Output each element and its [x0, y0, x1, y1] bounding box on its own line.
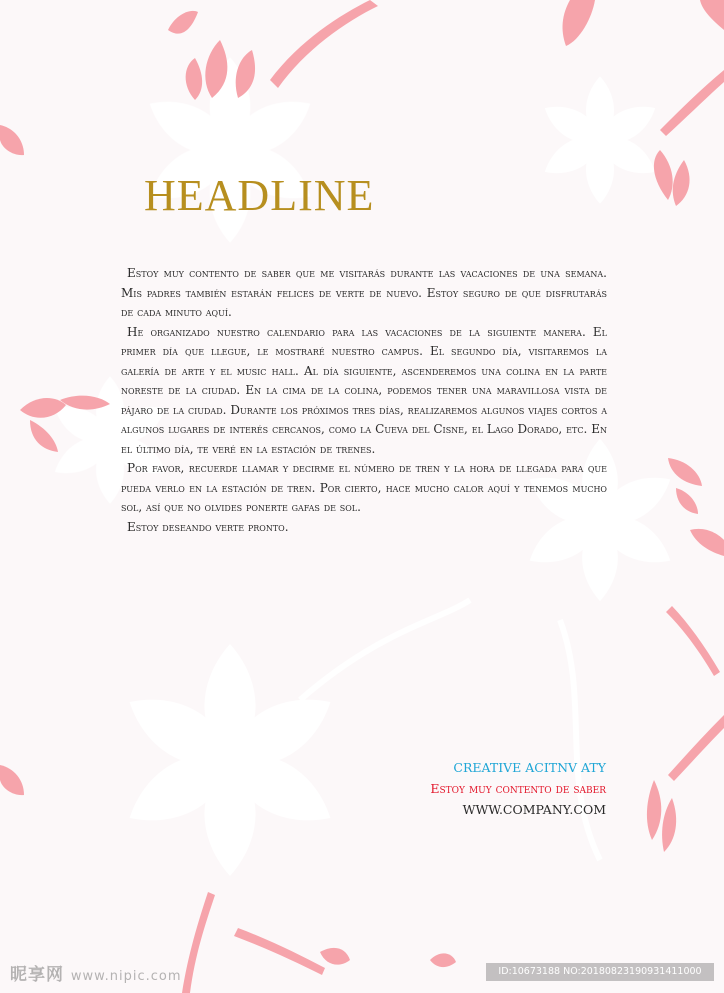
paragraph: Estoy deseando verte pronto. — [127, 519, 289, 534]
white-flower-decoration — [117, 644, 343, 876]
watermark-id-bar: ID:10673188 NO:20180823190931411000 — [486, 963, 714, 981]
white-flower-decoration — [538, 76, 663, 204]
footer-website: WWW.COMPANY.COM — [462, 802, 606, 817]
page-title: HEADLINE — [144, 171, 375, 220]
footer-tagline: CREATIVE ACITNV ATY — [453, 760, 606, 775]
letter-body — [121, 264, 607, 537]
watermark-url: www.nipic.com — [70, 969, 182, 984]
footer-subtitle: Estoy muy contento de saber — [430, 781, 606, 796]
paragraph: Estoy muy contento de saber que me visitarás durante las vacaciones de una semana. Mis padres también estarán felices de verte de nuevo. Estoy seguro de que disfrutarás de cada minuto aquí. — [121, 266, 607, 319]
paragraph: Por favor, recuerde llamar y decirme el número de tren y la hora de llegada para que pueda verlo en la estación de tren. Por cierto, hace mucho calor aquí y tenemos mucho sol, así que no olvides ponerte gafas de sol. — [121, 461, 607, 514]
paragraph: He organizado nuestro calendario para las vacaciones de la siguiente manera. El primer día que llegue, le mostraré nuestro campus. El segundo día, visitaremos la galería de arte y el music hall. Al día siguiente, ascenderemos una colina en la parte noreste de la ciudad. En la cima de la colina, podemos tener una maravillosa vista de pájaro de la ciudad. Durante los próximos tres días, realizaremos algunos viajes cortos a algunos lugares de interés cercanos, como la Cueva del Cisne, el Lago Dorado, etc. En el último día, te veré en la estación de trenes. — [121, 324, 607, 456]
footer-block — [430, 757, 606, 820]
watermark-logo — [10, 960, 182, 985]
watermark-logo-text: 昵享网 — [10, 965, 64, 985]
